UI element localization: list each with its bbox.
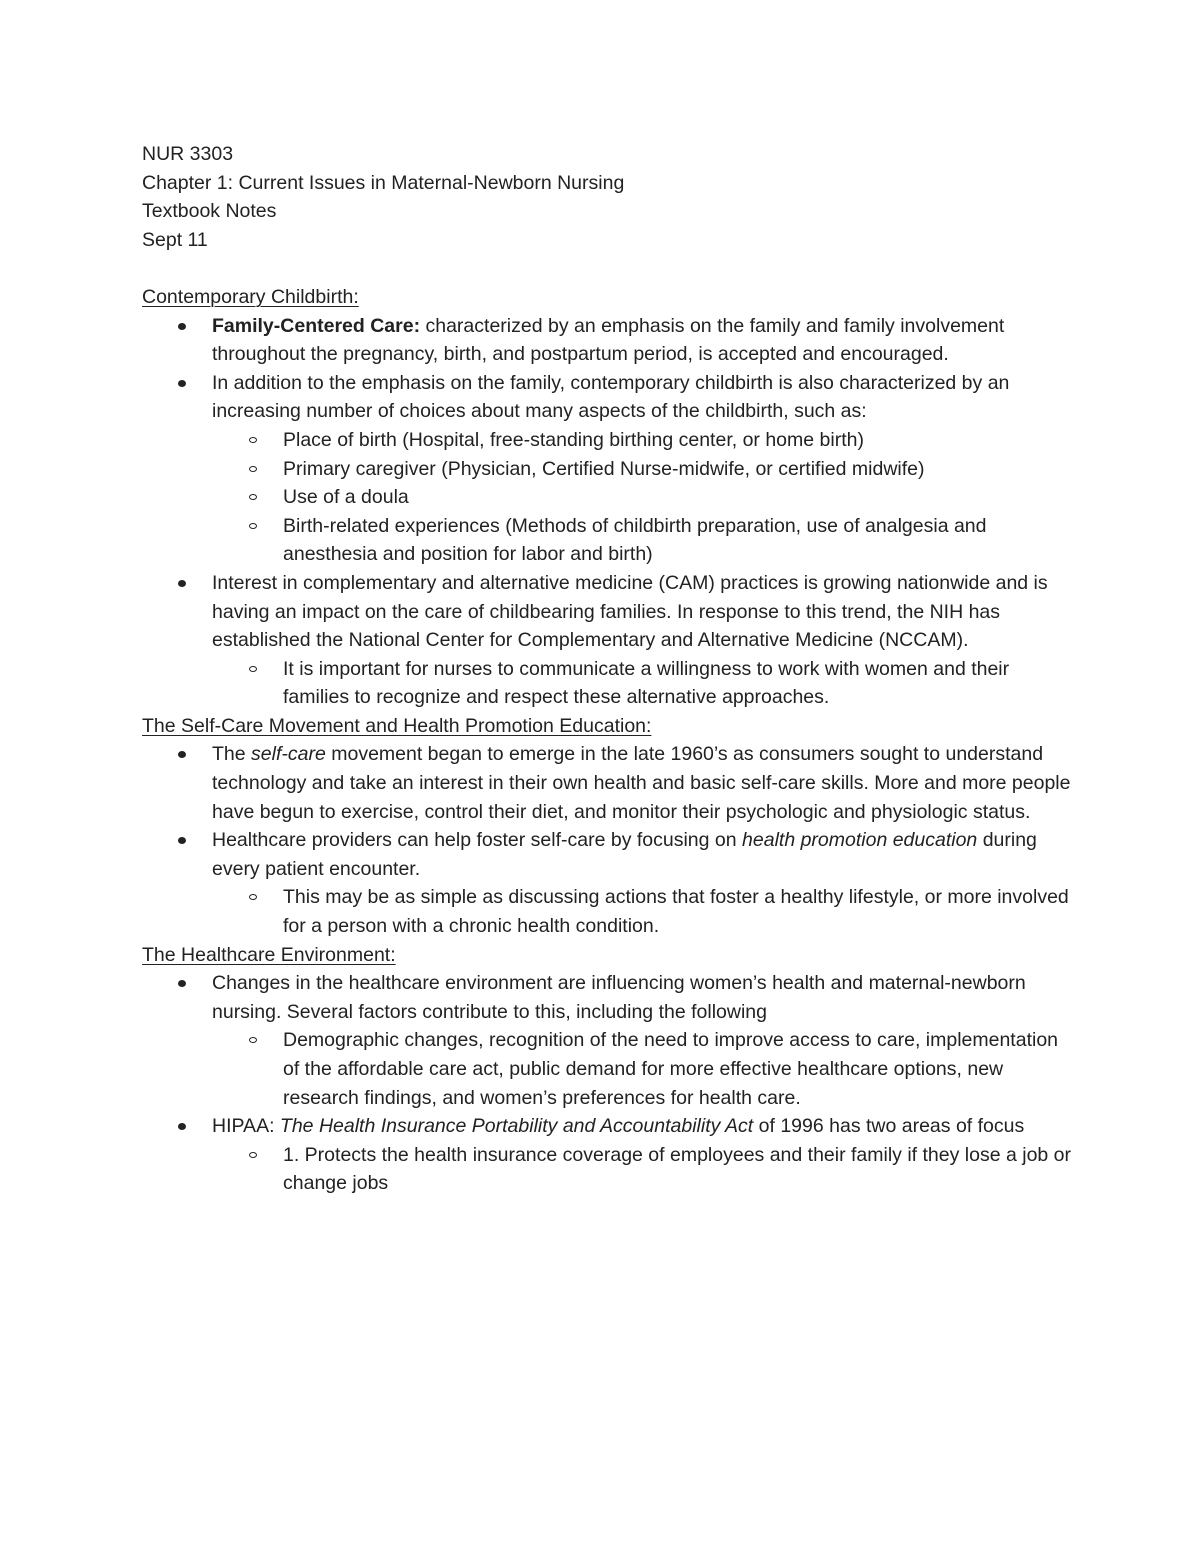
- sub-item-text: Use of a doula: [283, 486, 409, 509]
- sub-list-item: [142, 1026, 1072, 1112]
- sub-item-text: Demographic changes, recognition of the need to improve access to care, implementation of the affordable care act, public demand for more effective healthcare options, new research findings, and women’s preferences for health care.: [283, 1029, 1059, 1109]
- bullet-icon: [178, 323, 186, 330]
- list-item: [142, 740, 1072, 826]
- bullet-icon: [178, 1123, 186, 1130]
- circle-bullet-icon: [249, 466, 257, 472]
- italic-term-hipaa: The Health Insurance Portability and Accountability Act: [279, 1115, 754, 1138]
- blank-line: [142, 254, 1072, 283]
- circle-bullet-icon: [249, 666, 257, 672]
- bullet-icon: [178, 751, 186, 758]
- list-item-text: Interest in complementary and alternative medicine (CAM) practices is growing nationwide and is having an impact on the care of childbearing families. In response to this trend, the NIH has established the National Center for Complementary and Alternative Medicine (NCCAM).: [212, 571, 1048, 652]
- list-item-text: Changes in the healthcare environment are influencing women’s health and maternal-newborn nursing. Several factors contribute to this, including the following: [212, 972, 1026, 1023]
- circle-bullet-icon: [249, 523, 257, 529]
- circle-bullet-icon: [249, 1037, 257, 1043]
- list-item: [142, 569, 1072, 655]
- term-family-centered-care: Family-Centered Care:: [212, 314, 421, 337]
- sub-list-item: [142, 455, 1072, 484]
- list-item-text: during every patient encounter.: [212, 829, 1037, 880]
- italic-term-self-care: self-care: [251, 743, 326, 766]
- list-item-text: movement began to emerge in the late 1960’s as consumers sought to understand technology and take an interest in their own health and basic self-care skills. More and more people have begun to exercise, control their diet, and monitor their psychologic and physiologic status.: [212, 743, 1071, 823]
- list-item-text: In addition to the emphasis on the family, contemporary childbirth is also characterized by an increasing number of choices about many aspects of the childbirth, such as:: [212, 371, 1010, 423]
- sub-item-text: Place of birth (Hospital, free-standing birthing center, or home birth): [283, 428, 864, 451]
- document-date: Sept 11: [142, 228, 208, 251]
- sub-list-item: [142, 1141, 1072, 1198]
- sub-list-item: [142, 883, 1072, 940]
- sub-list-item: [142, 483, 1072, 512]
- bullet-list-self-care: [142, 740, 1072, 940]
- section-heading-self-care: The Self-Care Movement and Health Promotion Education:: [142, 714, 652, 737]
- list-item-text: HIPAA:: [212, 1115, 280, 1138]
- list-item-text: Healthcare providers can help foster self-care by focusing on: [212, 829, 743, 852]
- sub-item-text: Primary caregiver (Physician, Certified Nurse-midwife, or certified midwife): [283, 457, 925, 480]
- list-item-text: The: [212, 743, 252, 766]
- italic-term-health-promotion: health promotion education: [742, 829, 978, 852]
- sub-list-item: [142, 426, 1072, 455]
- list-item: [142, 826, 1072, 883]
- list-item-text: of 1996 has two areas of focus: [753, 1115, 1025, 1138]
- course-code: NUR 3303: [142, 143, 234, 165]
- list-item: [142, 1112, 1072, 1141]
- section-heading-healthcare-environment: The Healthcare Environment:: [142, 943, 396, 966]
- circle-bullet-icon: [249, 894, 257, 900]
- sub-list-item: [142, 512, 1072, 569]
- bullet-icon: [178, 380, 186, 387]
- bullet-list-contemporary: [142, 312, 1072, 712]
- document-type: Textbook Notes: [142, 200, 277, 223]
- list-item: [142, 312, 1072, 369]
- list-item: [142, 969, 1072, 1026]
- bullet-list-healthcare: [142, 969, 1072, 1198]
- sub-item-text: Birth-related experiences (Methods of childbirth preparation, use of analgesia and anesthesia and position for labor and birth): [283, 514, 987, 566]
- list-item: [142, 369, 1072, 426]
- bullet-icon: [178, 980, 186, 987]
- section-heading-contemporary-childbirth: Contemporary Childbirth:: [142, 285, 359, 308]
- sub-item-text: This may be as simple as discussing actions that foster a healthy lifestyle, or more involved for a person with a chronic health condition.: [283, 886, 1069, 938]
- sub-list-item: [142, 655, 1072, 712]
- list-item-text: characterized by an emphasis on the family and family involvement throughout the pregnancy, birth, and postpartum period, is accepted and encouraged.: [212, 314, 1005, 366]
- circle-bullet-icon: [249, 494, 257, 500]
- bullet-icon: [178, 580, 186, 587]
- document-page: [142, 140, 1072, 1198]
- circle-bullet-icon: [249, 437, 257, 443]
- chapter-title: Chapter 1: Current Issues in Maternal-Newborn Nursing: [142, 171, 625, 194]
- sub-item-text: 1. Protects the health insurance coverage of employees and their family if they lose a job or change jobs: [283, 1143, 1072, 1195]
- bullet-icon: [178, 837, 186, 844]
- circle-bullet-icon: [249, 1152, 257, 1158]
- sub-item-text: It is important for nurses to communicate a willingness to work with women and their families to recognize and respect these alternative approaches.: [283, 657, 1010, 709]
